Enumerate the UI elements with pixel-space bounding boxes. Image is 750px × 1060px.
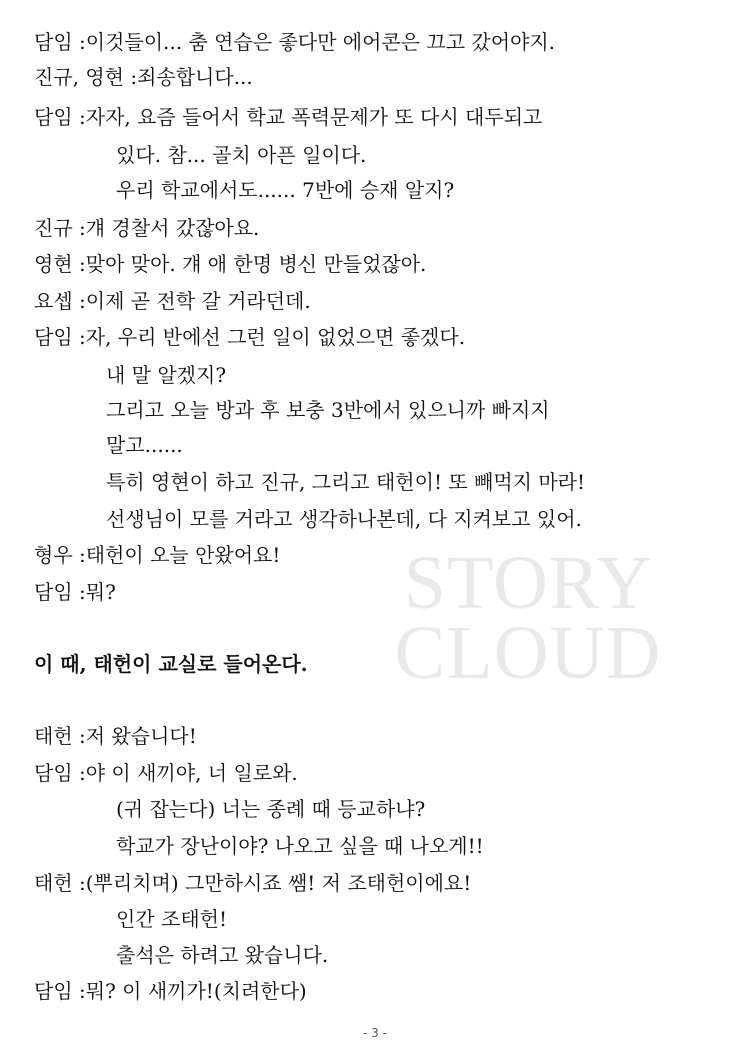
dialogue-continuation (116, 795, 425, 823)
speaker-label: 진규 : (34, 216, 86, 240)
stage-direction (34, 650, 308, 678)
dialogue-text: 있다. 참... 골치 아픈 일이다. (116, 143, 367, 167)
dialogue-line (34, 578, 116, 606)
stage-direction-text: 이 때, 태헌이 교실로 들어온다. (34, 652, 308, 676)
dialogue-continuation (106, 396, 550, 424)
dialogue-text: 걔 경찰서 갔잖아요. (85, 216, 260, 240)
speaker-label: 담임 : (34, 325, 86, 349)
dialogue-text: 저 왔습니다! (85, 724, 197, 748)
dialogue-text: 선생님이 모를 거라고 생각하나본데, 다 지켜보고 있어. (106, 507, 582, 531)
speaker-label: 태헌 : (34, 871, 86, 895)
dialogue-continuation (116, 176, 454, 204)
dialogue-text: 학교가 장난이야? 나오고 싶을 때 나오게!! (116, 834, 484, 858)
dialogue-text: 뭐? 이 새끼가!(치려한다) (85, 979, 307, 1003)
dialogue-continuation (106, 468, 585, 496)
dialogue-line (34, 869, 471, 897)
dialogue-continuation (106, 431, 183, 459)
dialogue-text: 우리 학교에서도...... 7반에 승재 알지? (116, 178, 455, 202)
dialogue-line (34, 541, 280, 569)
dialogue-continuation (116, 941, 328, 969)
speaker-label: 담임 : (34, 105, 86, 129)
dialogue-text: 특히 영현이 하고 진규, 그리고 태헌이! 또 빼먹지 마라! (106, 470, 586, 494)
dialogue-line (34, 103, 542, 131)
watermark-line-1: STORY (403, 541, 653, 625)
speaker-label: 태헌 : (34, 724, 86, 748)
dialogue-line (34, 287, 311, 315)
dialogue-text: (뿌리치며) 그만하시죠 쌤! 저 조태헌이에요! (85, 871, 472, 895)
dialogue-continuation (116, 141, 366, 169)
dialogue-line (34, 759, 298, 787)
dialogue-text: 이제 곧 전학 갈 거라던데. (85, 289, 311, 313)
dialogue-line (34, 28, 555, 56)
dialogue-continuation (106, 361, 226, 389)
dialogue-continuation (116, 832, 484, 860)
dialogue-continuation (116, 905, 227, 933)
speaker-label: 영현 : (34, 252, 86, 276)
dialogue-line (34, 323, 465, 351)
dialogue-text: 내 말 알겠지? (106, 363, 227, 387)
dialogue-text: 출석은 하려고 왔습니다. (116, 943, 329, 967)
dialogue-text: 맞아 맞아. 걔 애 한명 병신 만들었잖아. (85, 252, 427, 276)
dialogue-text: 뭐? (85, 580, 116, 604)
dialogue-line (34, 214, 259, 242)
speaker-label: 담임 : (34, 761, 86, 785)
dialogue-text: 야 이 새끼야, 너 일로와. (85, 761, 298, 785)
dialogue-text: 자자, 요즘 들어서 학교 폭력문제가 또 다시 대두되고 (85, 105, 543, 129)
dialogue-text: 이것들이... 춤 연습은 좋다만 에어콘은 끄고 갔어야지. (85, 30, 556, 54)
dialogue-line (34, 63, 253, 91)
dialogue-continuation (106, 505, 582, 533)
page-number: - 3 - (363, 1026, 387, 1040)
speaker-label: 담임 : (34, 979, 86, 1003)
dialogue-text: 태헌이 오늘 안왔어요! (85, 543, 281, 567)
dialogue-text: 그리고 오늘 방과 후 보충 3반에서 있으니까 빠지지 (106, 398, 550, 422)
dialogue-line (34, 250, 426, 278)
speaker-label: 요셉 : (34, 289, 86, 313)
speaker-label: 형우 : (34, 543, 86, 567)
speaker-label: 진규, 영현 : (34, 65, 138, 89)
watermark-line-2: CLOUD (394, 611, 662, 695)
story-cloud-watermark (368, 541, 688, 695)
dialogue-line (34, 977, 307, 1005)
dialogue-text: (귀 잡는다) 너는 종례 때 등교하냐? (116, 797, 426, 821)
speaker-label: 담임 : (34, 580, 86, 604)
speaker-label: 담임 : (34, 30, 86, 54)
dialogue-text: 말고...... (106, 433, 183, 457)
dialogue-text: 인간 조태헌! (116, 907, 227, 931)
dialogue-line (34, 722, 197, 750)
dialogue-text: 자, 우리 반에선 그런 일이 없었으면 좋겠다. (85, 325, 466, 349)
dialogue-text: 죄송합니다... (137, 65, 253, 89)
